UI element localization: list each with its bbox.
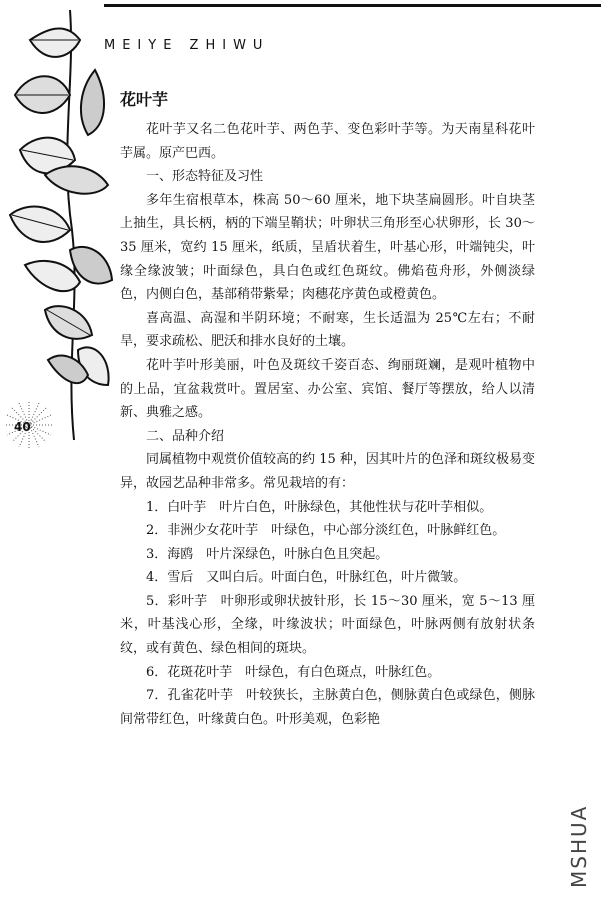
section-heading-varieties: 二、品种介绍 (146, 428, 225, 444)
paragraph-varieties-intro: 同属植物中观赏价值较高的约 15 种，因其叶片的色泽和斑纹极易变异，故园艺品种非常多。常见栽培的有： (120, 452, 535, 491)
variety-item-5: 5．彩叶芋 叶卵形或卵状披针形，长 15～30 厘米，宽 5～13 厘米，叶基浅心形，全缘，叶缘波状；叶面绿色，叶脉两侧有放射状条纹，或有黄色、绿色相间的斑块。 (120, 593, 535, 657)
variety-item-6: 6．花斑花叶芋 叶绿色，有白色斑点，叶脉红色。 (146, 664, 441, 680)
paragraph-morphology: 多年生宿根草本，株高 50～60 厘米，地下块茎扁圆形。叶自块茎上抽生，具长柄，柄的下端呈鞘状；叶卵状三角形至心状卵形，长 30～35 厘米，宽约 15 厘米，纸质，呈盾状着生，叶基心形，叶端钝尖，叶缘全缘波皱；叶面绿色，具白色或红色斑纹。佛焰苞舟形，外侧淡绿色，内侧白色，基部稍带紫晕；肉穗花序黄色或橙黄色。 (120, 192, 535, 303)
variety-item-4: 4．雪后 又叫白后。叶面白色，叶脉红色，叶片微皱。 (146, 570, 467, 586)
variety-item-2: 2．非洲少女花叶芋 叶绿色，中心部分淡红色，叶脉鲜红色。 (146, 523, 506, 539)
page-number: 40 (14, 420, 31, 434)
header-rule (104, 4, 601, 7)
article-body (120, 88, 535, 731)
paragraph-intro: 花叶芋又名二色花叶芋、两色芋、变色彩叶芋等。为天南星科花叶芋属。原产巴西。 (120, 122, 535, 161)
variety-item-3: 3．海鸥 叶片深绿色，叶脉白色且突起。 (146, 546, 389, 562)
watermark-text: MSHUA (567, 804, 591, 888)
variety-item-7: 7．孔雀花叶芋 叶较狭长，主脉黄白色，侧脉黄白色或绿色，侧脉间常带红色，叶缘黄白色。叶形美观，色彩艳 (120, 688, 535, 727)
variety-item-1: 1．白叶芋 叶片白色，叶脉绿色，其他性状与花叶芋相似。 (146, 499, 493, 515)
section-heading-morphology: 一、形态特征及习性 (146, 169, 264, 185)
article-title: 花叶芋 (120, 90, 169, 109)
leaf-vine-illustration (0, 0, 130, 470)
running-title: MEIYE ZHIWU (104, 38, 270, 53)
paragraph-habit: 喜高温、高湿和半阴环境；不耐寒，生长适温为 25℃左右；不耐旱，要求疏松、肥沃和排水良好的土壤。 (120, 310, 535, 350)
paragraph-ornamental-value: 花叶芋叶形美丽，叶色及斑纹千姿百态、绚丽斑斓，是观叶植物中的上品，宜盆栽赏叶。置居室、办公室、宾馆、餐厅等摆放，给人以清新、典雅之感。 (120, 357, 535, 421)
